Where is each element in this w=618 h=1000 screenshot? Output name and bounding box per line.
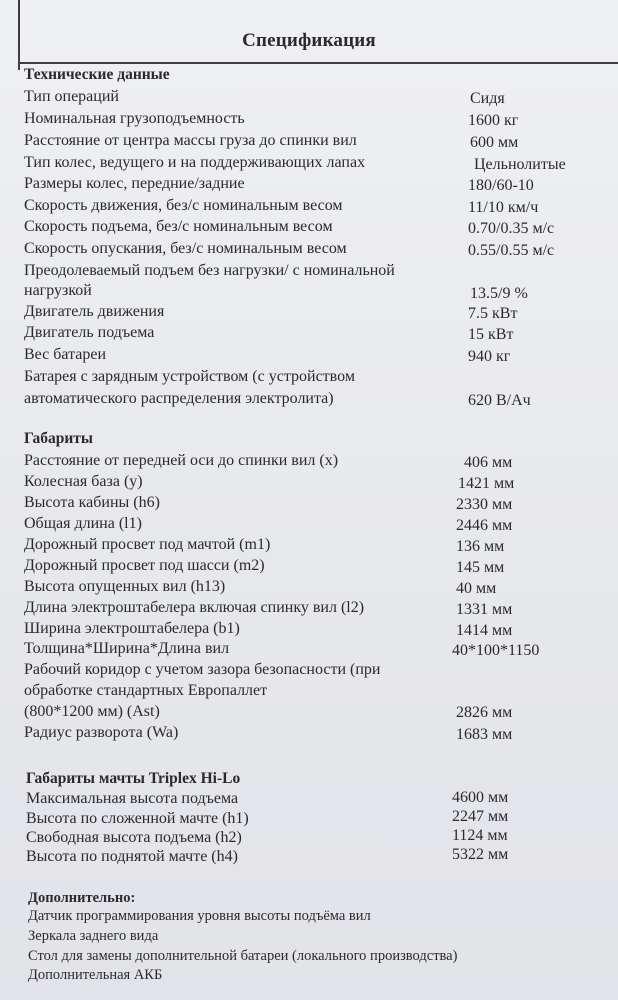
spec-value: 2446 мм: [456, 517, 513, 534]
spec-value: 2826 мм: [456, 704, 513, 721]
list-item: Стол для замены дополнительной батареи (локального производства): [28, 948, 458, 964]
spec-label: Размеры колес, передние/задние: [24, 175, 245, 192]
list-item: Дополнительная АКБ: [28, 967, 163, 983]
spec-value: Сидя: [470, 90, 505, 107]
spec-value: 136 мм: [456, 538, 505, 555]
title-divider: [18, 62, 618, 64]
spec-label: Радиус разворота (Wa): [24, 724, 179, 741]
spec-value: 1331 мм: [456, 601, 513, 618]
spec-label: Расстояние от передней оси до спинки вил (x): [24, 452, 339, 469]
technical-heading: Технические данные: [24, 66, 170, 83]
spec-label: Ширина электроштабелера (b1): [24, 620, 240, 637]
page-title: Спецификация: [242, 30, 376, 51]
spec-value: 1683 мм: [456, 726, 513, 743]
spec-value: 13.5/9 %: [470, 285, 528, 302]
spec-value: 600 мм: [470, 134, 519, 151]
spec-value: 15 кВт: [468, 326, 514, 343]
spec-label: Скорость опускания, без/с номинальным весом: [24, 240, 347, 257]
spec-label: Высота по сложенной мачте (h1): [26, 810, 249, 827]
spec-label: (800*1200 мм) (Ast): [24, 703, 160, 720]
spec-label: Максимальная высота подъема: [26, 790, 239, 807]
spec-label: Расстояние от центра массы груза до спинки вил: [24, 132, 357, 149]
spec-value: 4600 мм: [452, 789, 509, 806]
spec-value: 940 кг: [468, 348, 511, 365]
spec-value: 0.55/0.55 м/с: [468, 242, 555, 259]
spec-value: 40*100*1150: [452, 642, 540, 659]
spec-value: 1414 мм: [456, 622, 513, 639]
spec-value: 1124 мм: [452, 827, 508, 844]
spec-value: 1421 мм: [458, 475, 515, 492]
spec-label: Тип операций: [24, 88, 119, 105]
spec-label: Свободная высота подъема (h2): [26, 829, 242, 846]
spec-label: Высота кабины (h6): [24, 494, 160, 511]
spec-value: 145 мм: [456, 559, 505, 576]
spec-label: Двигатель подъема: [24, 324, 155, 341]
spec-label: Общая длина (l1): [24, 515, 142, 532]
spec-value: 1600 кг: [468, 112, 519, 129]
spec-value: 0.70/0.35 м/с: [468, 220, 555, 237]
spec-label: Высота по поднятой мачте (h4): [26, 848, 238, 865]
spec-value: 406 мм: [464, 454, 513, 471]
spec-label: Дорожный просвет под шасси (m2): [24, 557, 265, 574]
spec-value: 2247 мм: [452, 808, 509, 825]
spec-label: нагрузкой: [24, 282, 92, 299]
spec-label: автоматического распределения электролита): [24, 390, 334, 407]
spec-label: Длина электроштабелера включая спинку вил (l2): [24, 599, 365, 616]
spec-label: Тип колес, ведущего и на поддерживающих лапах: [24, 154, 366, 171]
spec-label: Рабочий коридор с учетом зазора безопасности (при: [24, 661, 381, 678]
spec-label: Толщина*Ширина*Длина вил: [24, 640, 230, 657]
spec-value: Цельнолитые: [474, 156, 566, 173]
spec-label: Номинальная грузоподъемность: [24, 110, 245, 127]
spec-value: 180/60-10: [468, 177, 534, 194]
spec-value: 5322 мм: [452, 846, 509, 863]
spec-label: Преодолеваемый подъем без нагрузки/ с номинальной: [24, 262, 395, 279]
spec-label: Двигатель движения: [24, 303, 165, 320]
spec-label: Высота опущенных вил (h13): [24, 578, 226, 595]
dimensions-heading: Габариты: [24, 430, 94, 447]
spec-label: Дорожный просвет под мачтой (m1): [24, 536, 271, 553]
spec-value: 620 В/Ач: [468, 392, 531, 409]
spec-value: 2330 мм: [456, 496, 513, 513]
spec-label: Колесная база (y): [24, 473, 143, 490]
spec-label: обработке стандартных Европаллет: [24, 682, 268, 699]
spec-value: 7.5 кВт: [468, 305, 518, 322]
extra-heading: Дополнительно:: [28, 890, 136, 906]
spec-label: Вес батареи: [24, 346, 107, 363]
spec-label: Скорость подъема, без/с номинальным весом: [24, 218, 333, 235]
spec-label: Скорость движения, без/с номинальным весом: [24, 197, 343, 214]
spec-value: 11/10 км/ч: [468, 199, 539, 216]
list-item: Зеркала заднего вида: [28, 928, 159, 944]
list-item: Датчик программирования уровня высоты подъёма вил: [28, 908, 371, 924]
mast-heading: Габариты мачты Triplex Hi-Lo: [26, 770, 241, 787]
spec-label: Батарея с зарядным устройством (с устройством: [24, 368, 355, 385]
spec-value: 40 мм: [456, 580, 497, 597]
